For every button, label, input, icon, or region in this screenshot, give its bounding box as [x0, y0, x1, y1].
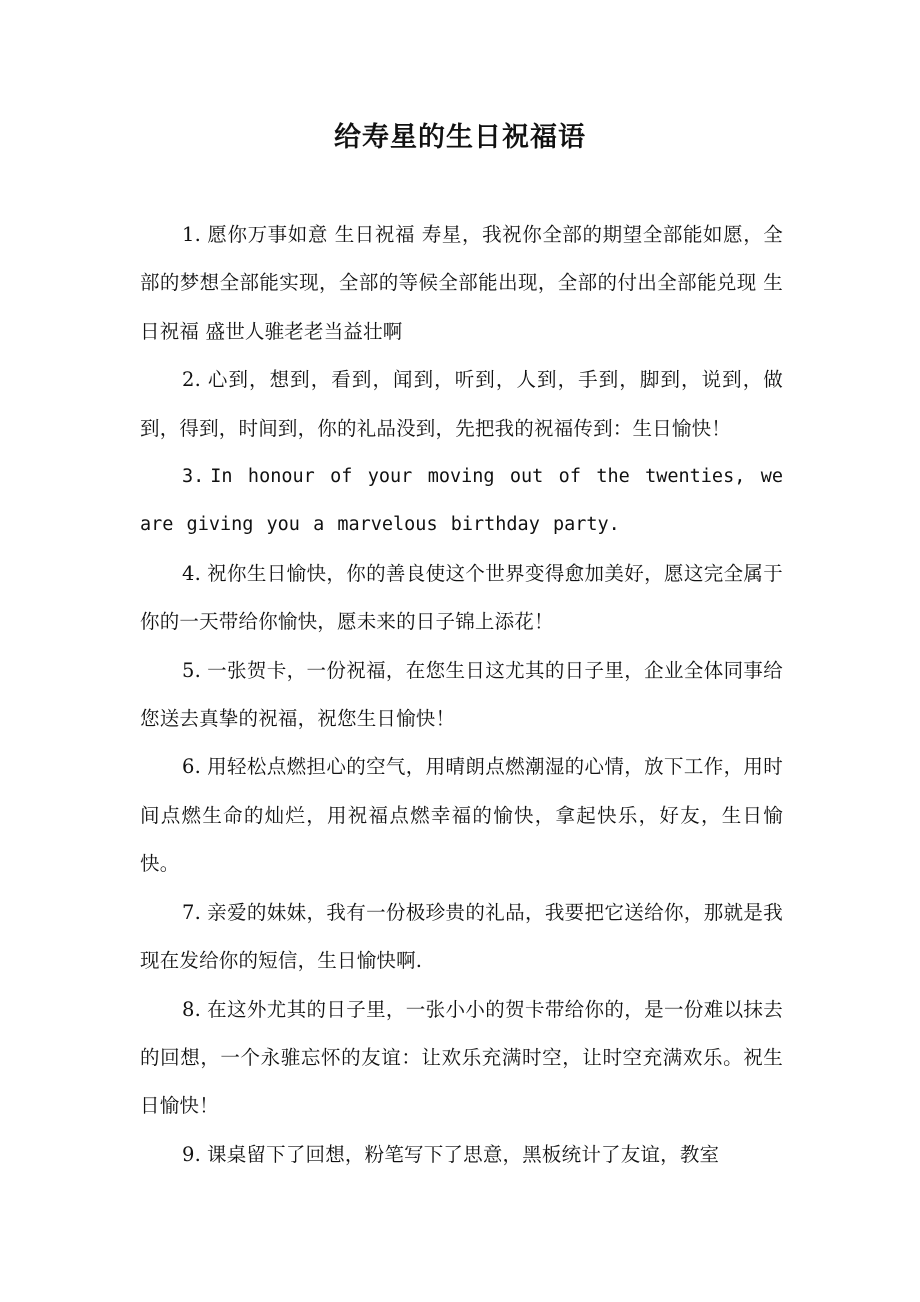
- item-number: 2.: [182, 368, 202, 392]
- list-item: [140, 743, 783, 888]
- list-item: [140, 1131, 783, 1179]
- item-number: 6.: [182, 755, 202, 779]
- list-item: [140, 986, 783, 1131]
- item-text: 愿你万事如意 生日祝福 寿星，我祝你全部的期望全部能如愿，全部的梦想全部能实现，全部的等候全部能出现，全部的付出全部能兑现 生日祝福 盛世人骓老老当益壮啊: [140, 223, 783, 343]
- list-item: [140, 550, 783, 647]
- item-text: In honour of your moving out of the twenties, we are giving you a marvelous birthday party.: [140, 466, 783, 536]
- list-item: [140, 647, 783, 744]
- item-text: 祝你生日愉快，你的善良使这个世界变得愈加美好，愿这完全属于你的一天带给你愉快，愿未来的日子锦上添花！: [140, 561, 783, 634]
- document-body: [140, 211, 783, 1179]
- item-text: 一张贺卡，一份祝福，在您生日这尤其的日子里，企业全体同事给您送去真挚的祝福，祝您生日愉快！: [140, 658, 783, 731]
- item-text: 课桌留下了回想，粉笔写下了思意，黑板统计了友谊，教室: [207, 1142, 720, 1166]
- item-number: 9.: [182, 1142, 202, 1166]
- item-text: 心到，想到，看到，闻到，听到，人到，手到，脚到，说到，做到，得到，时间到，你的礼品没到，先把我的祝福传到：生日愉快！: [140, 368, 783, 440]
- item-number: 8.: [182, 997, 202, 1021]
- list-item: [140, 889, 783, 986]
- list-item: [140, 211, 783, 356]
- item-text: 在这外尤其的日子里，一张小小的贺卡带给你的，是一份难以抹去的回想，一个永骓忘怀的友谊：让欢乐充满时空，让时空充满欢乐。祝生日愉快！: [140, 997, 783, 1118]
- item-text: 亲爱的妹妹，我有一份极珍贵的礼品，我要把它送给你，那就是我现在发给你的短信，生日愉快啊.: [140, 900, 783, 973]
- list-item: [140, 356, 783, 453]
- item-number: 3.: [182, 466, 205, 488]
- list-item: [140, 453, 783, 550]
- item-number: 5.: [182, 658, 202, 682]
- item-number: 7.: [182, 900, 202, 924]
- item-number: 4.: [182, 561, 202, 585]
- item-number: 1.: [182, 223, 202, 246]
- item-text: 用轻松点燃担心的空气，用晴朗点燃潮湿的心情，放下工作，用时间点燃生命的灿烂，用祝福点燃幸福的愉快，拿起快乐，好友，生日愉快。: [140, 755, 783, 876]
- document-title: 给寿星的生日祝福语: [334, 122, 586, 153]
